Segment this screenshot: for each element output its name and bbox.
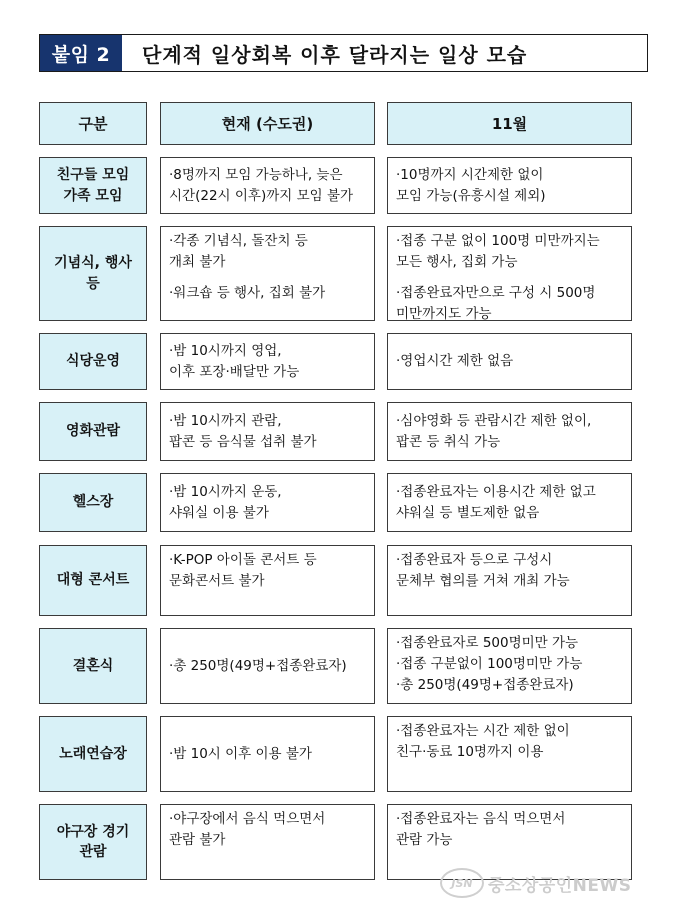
row-november-cell — [387, 716, 632, 792]
november-item: ·접종완료자는 음식 먹으면서 관람 가능 — [396, 811, 566, 848]
row-november-cell — [387, 628, 632, 704]
row-current-cell — [160, 402, 375, 461]
header-category: 구분 — [39, 102, 147, 145]
november-item: ·영업시간 제한 없음 — [396, 353, 514, 369]
header-november: 11월 — [387, 102, 632, 145]
watermark-logo — [440, 866, 660, 900]
row-category: 영화관람 — [39, 402, 147, 461]
current-item: ·밤 10시까지 관람, 팝콘 등 음식물 섭취 불가 — [169, 412, 317, 450]
current-item: ·워크숍 등 행사, 집회 불가 — [169, 285, 326, 301]
row-category: 대형 콘서트 — [39, 545, 147, 616]
current-item: ·총 250명(49명+접종완료자) — [169, 657, 347, 674]
header-current: 현재 (수도권) — [160, 102, 375, 145]
title-bar — [39, 34, 648, 72]
row-current-cell — [160, 473, 375, 532]
row-current-cell — [160, 226, 375, 321]
current-item: ·8명까지 모임 가능하나, 늦은 시간(22시 이후)까지 모임 불가 — [169, 166, 354, 204]
row-current-cell — [160, 333, 375, 390]
current-item: ·밤 10시까지 운동, 샤워실 이용 불가 — [169, 483, 282, 521]
row-november-cell — [387, 545, 632, 616]
november-item: ·접종완료자만으로 구성 시 500명 미만까지도 가능 — [396, 285, 596, 322]
november-item: ·접종완료자는 시간 제한 없이 친구·동료 10명까지 이용 — [396, 723, 570, 760]
row-current-cell — [160, 628, 375, 704]
page-title: 단계적 일상회복 이후 달라지는 일상 모습 — [142, 42, 528, 67]
news-logo-icon: JSN — [440, 868, 484, 898]
row-november-cell — [387, 333, 632, 390]
row-current-cell — [160, 804, 375, 880]
november-item: ·접종완료자는 이용시간 제한 없고 샤워실 등 별도제한 없음 — [396, 483, 596, 521]
row-november-cell — [387, 473, 632, 532]
row-november-cell — [387, 157, 632, 214]
row-category: 식당운영 — [39, 333, 147, 390]
watermark-text: 중소상공인NEWS — [488, 875, 632, 896]
attachment-badge: 붙임 2 — [40, 35, 122, 71]
current-item: ·야구장에서 음식 먹으면서 관람 불가 — [169, 811, 326, 848]
row-current-cell — [160, 545, 375, 616]
row-november-cell — [387, 226, 632, 321]
november-item: ·심야영화 등 관람시간 제한 없이, 팝콘 등 취식 가능 — [396, 412, 592, 450]
november-item: ·접종완료자 등으로 구성시 문체부 협의를 거쳐 개최 가능 — [396, 552, 570, 589]
current-item: ·각종 기념식, 돌잔치 등 개최 불가 — [169, 233, 308, 270]
current-item: ·K-POP 아이돌 콘서트 등 문화콘서트 불가 — [169, 552, 317, 589]
november-item: ·접종 구분 없이 100명 미만까지는 모든 행사, 집회 가능 — [396, 233, 600, 270]
row-category: 야구장 경기 관람 — [39, 804, 147, 880]
row-current-cell — [160, 716, 375, 792]
current-item: ·밤 10시 이후 이용 불가 — [169, 745, 312, 762]
row-category: 헬스장 — [39, 473, 147, 532]
row-category: 기념식, 행사 등 — [39, 226, 147, 321]
row-category: 노래연습장 — [39, 716, 147, 792]
november-item: ·접종완료자로 500명미만 가능 ·접종 구분없이 100명미만 가능 ·총 250명(49명+접종완료자) — [396, 635, 583, 693]
november-item: ·10명까지 시간제한 없이 모임 가능(유흥시설 제외) — [396, 166, 546, 204]
row-category: 친구들 모임 가족 모임 — [39, 157, 147, 214]
current-item: ·밤 10시까지 영업, 이후 포장·배달만 가능 — [169, 342, 300, 380]
row-category: 결혼식 — [39, 628, 147, 704]
row-november-cell — [387, 402, 632, 461]
row-current-cell — [160, 157, 375, 214]
